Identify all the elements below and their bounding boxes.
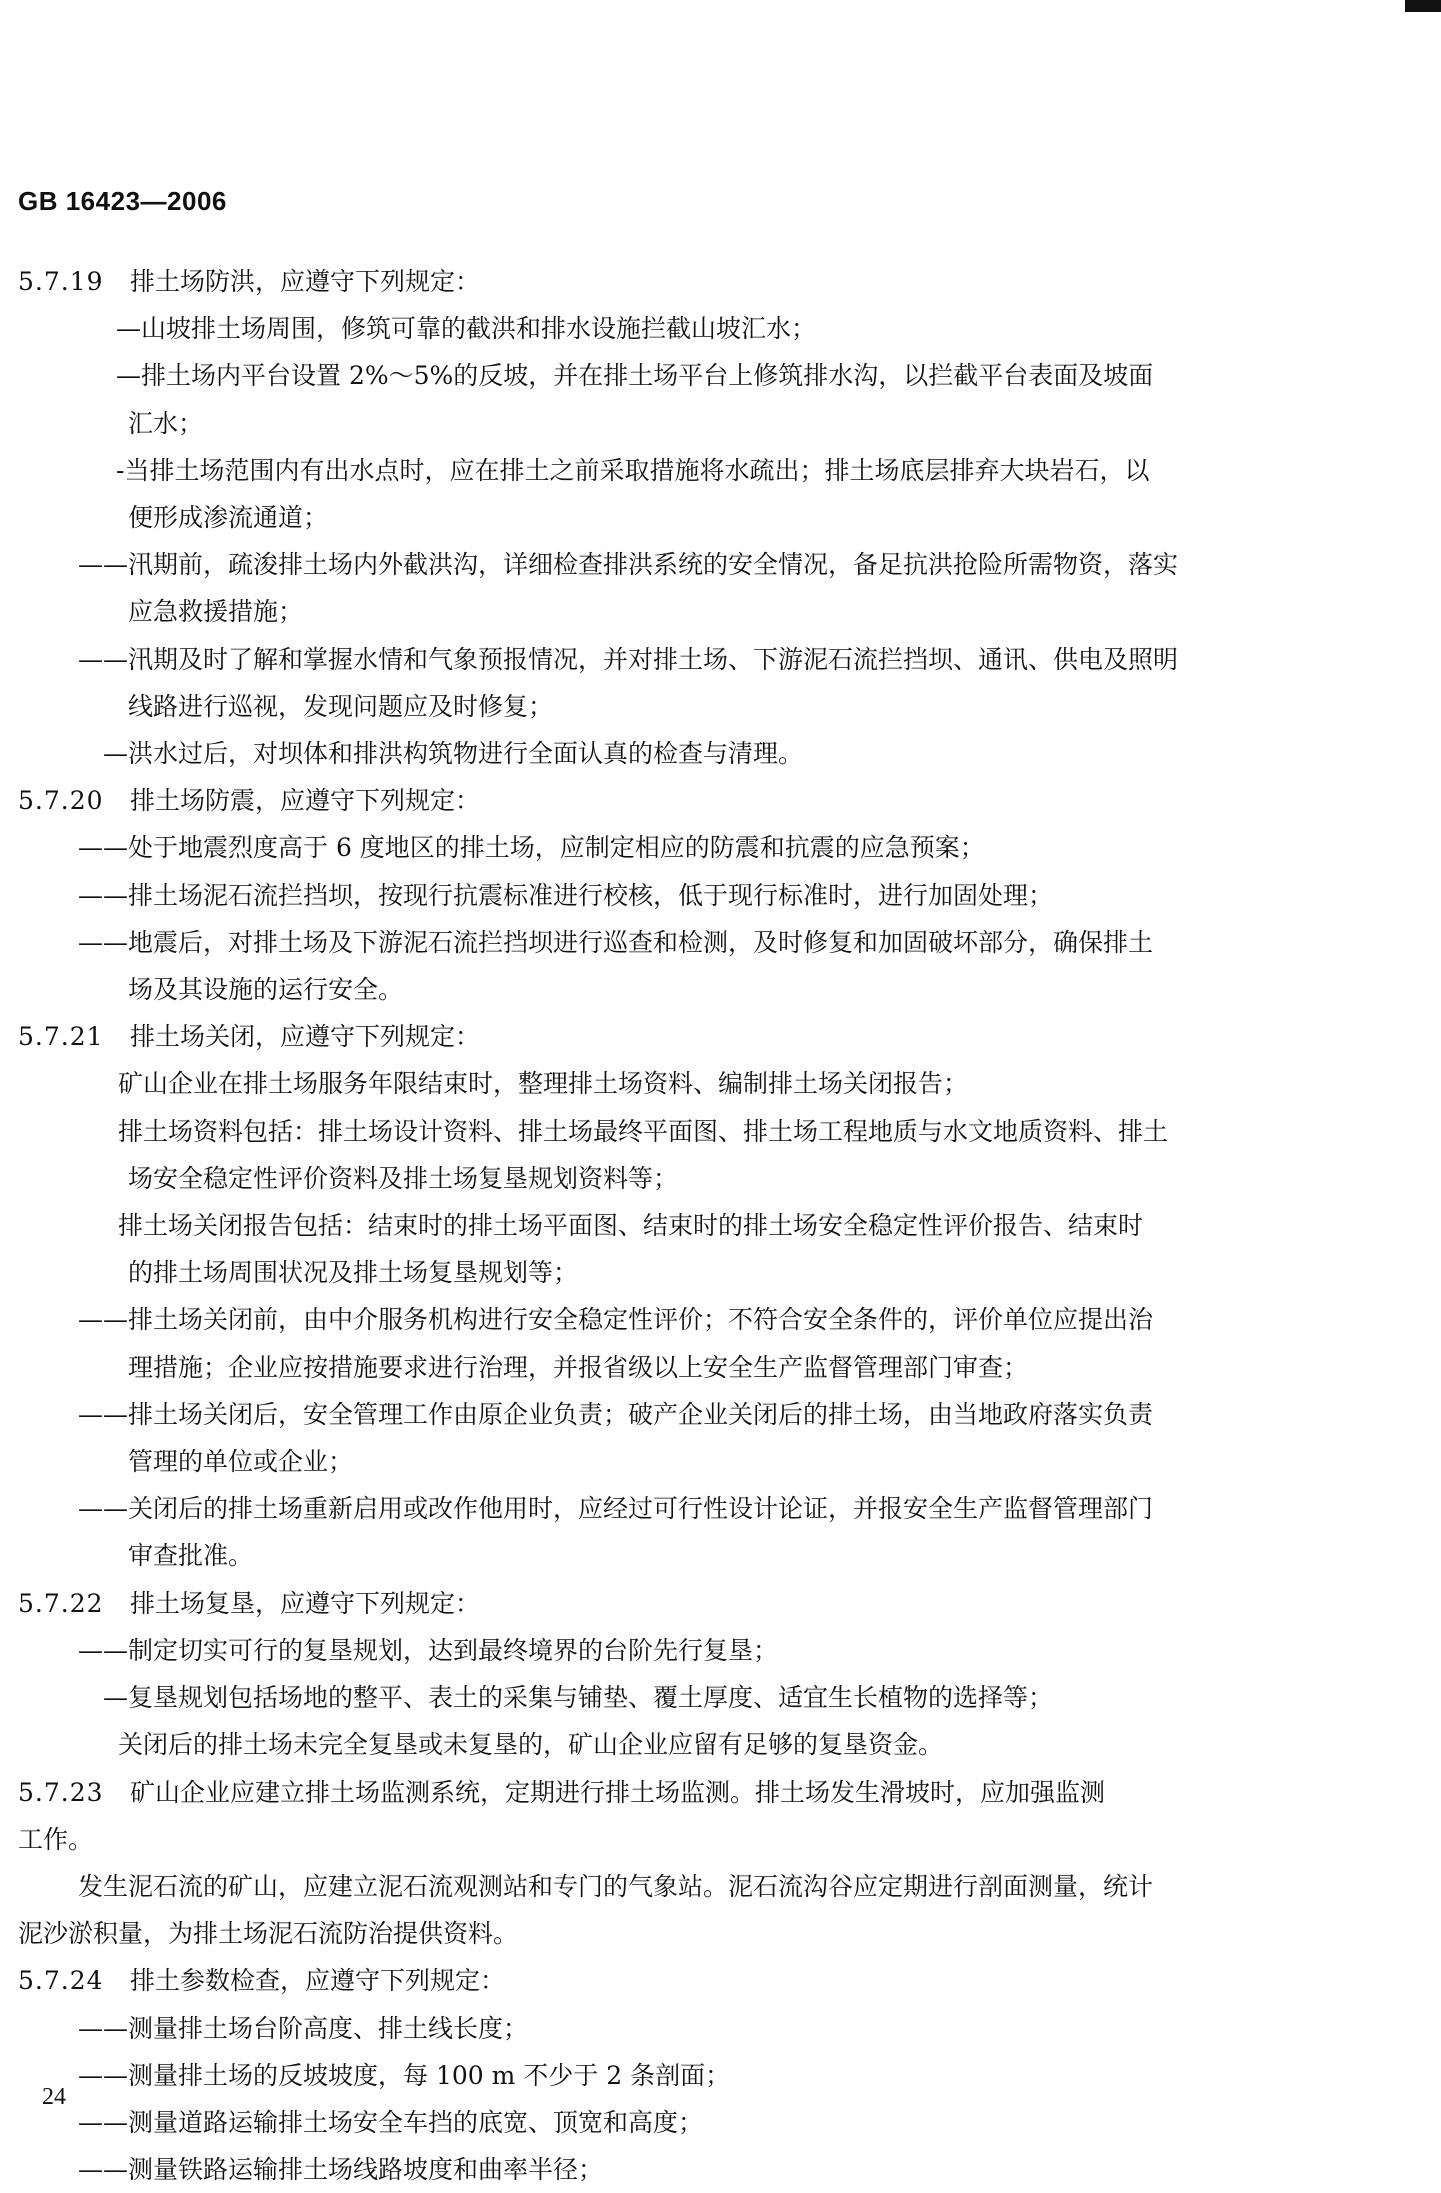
- section-number: 5.7.22: [18, 1588, 104, 1618]
- list-item-continuation: 线路进行巡视，发现问题应及时修复；: [128, 691, 554, 721]
- list-item-continuation: 应急救援措施；: [128, 597, 304, 627]
- list-item: —洪水过后，对坝体和排洪构筑物进行全面认真的检查与清理。: [103, 739, 804, 769]
- list-item-continuation: 管理的单位或企业；: [128, 1447, 354, 1477]
- section-heading: [18, 1957, 1303, 2004]
- list-item: —山坡排土场周围，修筑可靠的截洪和排水设施拦截山坡汇水；: [116, 314, 817, 344]
- list-item: ——排土场关闭前，由中介服务机构进行安全稳定性评价；不符合安全条件的，评价单位应提出治: [78, 1305, 1154, 1335]
- section-number: 5.7.20: [18, 786, 104, 816]
- list-item-continuation: 审查批准。: [128, 1541, 254, 1571]
- list-item: ——排土场关闭后，安全管理工作由原企业负责；破产企业关闭后的排土场，由当地政府落实负责: [78, 1399, 1154, 1429]
- section-heading: [18, 1013, 1303, 1060]
- section-number: 5.7.21: [18, 1022, 104, 1052]
- section-heading: [18, 1580, 1303, 1627]
- list-item: -当排土场范围内有出水点时，应在排土之前采取措施将水疏出；排土场底层排弃大块岩石，以: [116, 455, 1150, 485]
- list-item: ——处于地震烈度高于 6 度地区的排土场，应制定相应的防震和抗震的应急预案；: [78, 833, 985, 863]
- paragraph-continuation: 泥沙淤积量，为排土场泥石流防治提供资料。: [18, 1919, 519, 1949]
- list-item: ——排土场泥石流拦挡坝，按现行抗震标准进行校核，低于现行标准时，进行加固处理；: [78, 880, 1054, 910]
- section-heading: [18, 258, 1303, 305]
- section-text: 排土场复垦，应遵守下列规定：: [130, 1588, 481, 1618]
- list-item: ——地震后，对排土场及下游泥石流拦挡坝进行巡查和检测，及时修复和加固破坏部分，确保排土: [78, 927, 1154, 957]
- list-item-continuation: 的排土场周围状况及排土场复垦规划等；: [128, 1258, 579, 1288]
- section-text: 排土场防洪，应遵守下列规定：: [130, 267, 481, 296]
- document-body: [18, 258, 1303, 2193]
- list-item: ——测量道路运输排土场安全车挡的底宽、顶宽和高度；: [78, 2107, 704, 2137]
- section-number: 5.7.24: [18, 1966, 104, 1996]
- section-text: 矿山企业应建立排土场监测系统，定期进行排土场监测。排土场发生滑坡时，应加强监测: [130, 1777, 1106, 1807]
- paragraph: 发生泥石流的矿山，应建立泥石流观测站和专门的气象站。泥石流沟谷应定期进行剖面测量，统计: [78, 1871, 1154, 1901]
- list-item-continuation: 理措施；企业应按措施要求进行治理，并报省级以上安全生产监督管理部门审查；: [128, 1352, 1029, 1382]
- list-item-continuation: 场安全稳定性评价资料及排土场复垦规划资料等；: [128, 1163, 679, 1193]
- list-item: ——测量铁路运输排土场线路坡度和曲率半径；: [78, 2155, 604, 2185]
- list-item: ——测量排土场的反坡坡度，每 100 m 不少于 2 条剖面；: [78, 2060, 731, 2090]
- list-item: 排土场关闭报告包括：结束时的排土场平面图、结束时的排土场安全稳定性评价报告、结束时: [118, 1211, 1144, 1241]
- list-item-continuation: 汇水；: [128, 408, 204, 438]
- section-number: 5.7.23: [18, 1777, 104, 1807]
- list-item: 关闭后的排土场未完全复垦或未复垦的，矿山企业应留有足够的复垦资金。: [118, 1730, 944, 1760]
- paragraph-continuation: 工作。: [18, 1824, 94, 1854]
- section-text: 排土场防震，应遵守下列规定：: [130, 786, 481, 816]
- section-number: 5.7.19: [18, 267, 104, 296]
- list-item: 排土场资料包括：排土场设计资料、排土场最终平面图、排土场工程地质与水文地质资料、排土: [118, 1116, 1169, 1146]
- list-item: 矿山企业在排土场服务年限结束时，整理排土场资料、编制排土场关闭报告；: [118, 1069, 969, 1099]
- list-item: ——汛期及时了解和掌握水情和气象预报情况，并对排土场、下游泥石流拦挡坝、通讯、供电及照明: [78, 644, 1179, 674]
- list-item: ——制定切实可行的复垦规划，达到最终境界的台阶先行复垦；: [78, 1635, 779, 1665]
- section-heading: [18, 1769, 1303, 1816]
- page-number: 24: [42, 2084, 66, 2110]
- section-text: 排土场关闭，应遵守下列规定：: [130, 1022, 481, 1052]
- section-text: 排土参数检查，应遵守下列规定：: [130, 1966, 506, 1996]
- list-item-continuation: 场及其设施的运行安全。: [128, 975, 404, 1005]
- list-item: —复垦规划包括场地的整平、表土的采集与铺垫、覆土厚度、适宜生长植物的选择等；: [103, 1683, 1054, 1713]
- list-item: ——测量排土场台阶高度、排土线长度；: [78, 2013, 529, 2043]
- document-header: GB 16423—2006: [18, 186, 227, 216]
- list-item: ——汛期前，疏浚排土场内外截洪沟，详细检查排洪系统的安全情况，备足抗洪抢险所需物资，落实: [78, 550, 1179, 580]
- list-item: ——关闭后的排土场重新启用或改作他用时，应经过可行性设计论证，并报安全生产监督管理部门: [78, 1494, 1154, 1524]
- list-item: —排土场内平台设置 2%～5%的反坡，并在排土场平台上修筑排水沟，以拦截平台表面及坡面: [116, 361, 1154, 391]
- list-item-continuation: 便形成渗流通道；: [128, 503, 329, 533]
- section-heading: [18, 777, 1303, 824]
- corner-mark: [1405, 0, 1441, 12]
